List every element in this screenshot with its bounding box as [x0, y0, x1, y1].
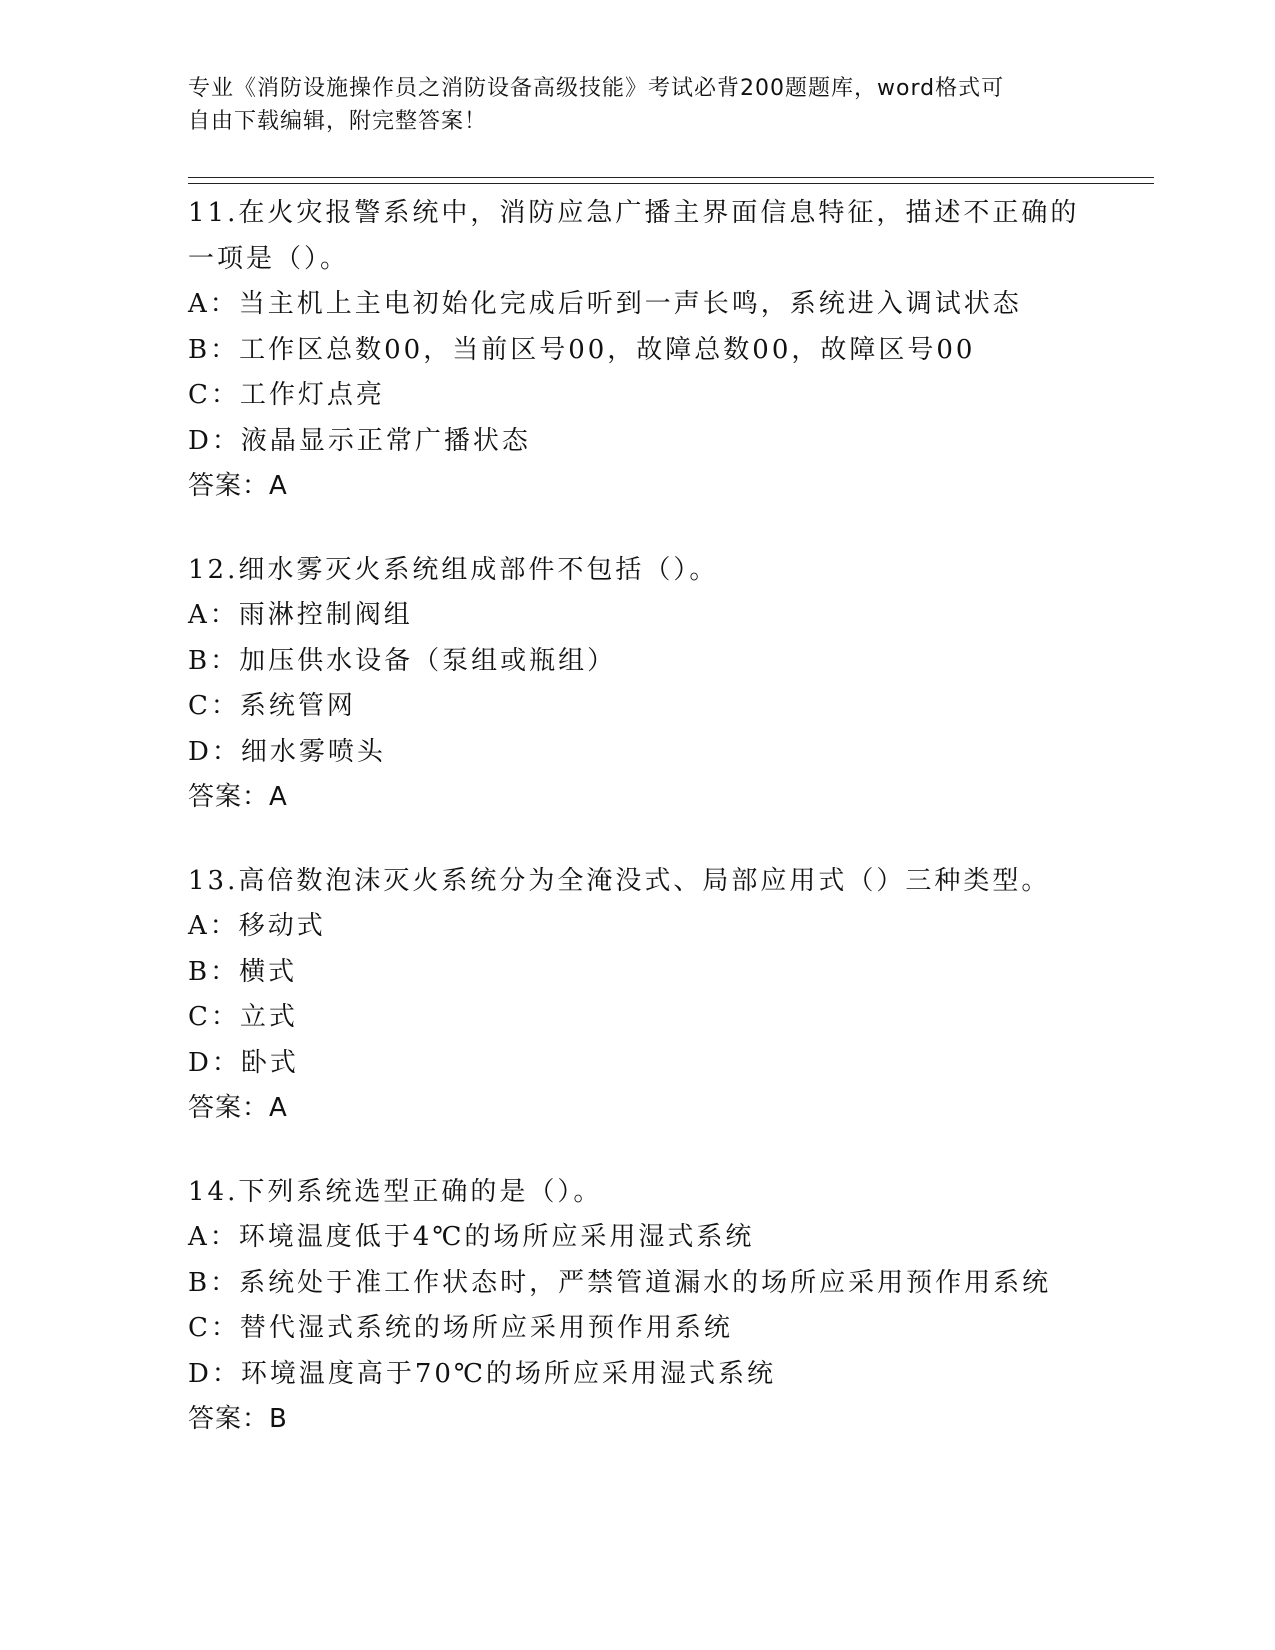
- header-divider-bottom: [188, 183, 1154, 184]
- question-13: [188, 859, 1088, 1132]
- option-b: B：工作区总数00，当前区号00，故障总数00，故障区号00: [188, 334, 976, 365]
- header-line-2: 自由下载编辑，附完整答案！: [188, 109, 488, 134]
- option-b: B：横式: [188, 956, 298, 987]
- answer: 答案：A: [188, 782, 288, 812]
- question-list: [188, 191, 1088, 1481]
- option-d: D：液晶显示正常广播状态: [188, 425, 531, 456]
- question-stem: 14.下列系统选型正确的是（）。: [188, 1176, 603, 1207]
- answer: 答案：B: [188, 1404, 288, 1434]
- option-a: A：环境温度低于4℃的场所应采用湿式系统: [188, 1222, 755, 1252]
- option-a: A：雨淋控制阀组: [188, 600, 413, 630]
- question-12: [188, 548, 1088, 821]
- question-stem: 12.细水雾灭火系统组成部件不包括（）。: [188, 554, 719, 585]
- question-stem: 11.在火灾报警系统中，消防应急广播主界面信息特征，描述不正确的: [188, 198, 1080, 228]
- answer: 答案：A: [188, 471, 288, 501]
- option-c: C：工作灯点亮: [188, 380, 385, 410]
- option-a: A：当主机上主电初始化完成后听到一声长鸣，系统进入调试状态: [188, 289, 1022, 319]
- option-d: D：细水雾喷头: [188, 736, 386, 767]
- header-line-1: 专业《消防设施操作员之消防设备高级技能》考试必背200题题库，word格式可: [188, 76, 1005, 101]
- option-b: B：加压供水设备（泵组或瓶组）: [188, 645, 617, 676]
- question-11: [188, 191, 1088, 510]
- option-c: C：立式: [188, 1002, 298, 1032]
- header-divider-top: [188, 177, 1154, 178]
- question-stem-continued: 一项是（）。: [188, 243, 350, 274]
- question-stem: 13.高倍数泡沫灭火系统分为全淹没式、局部应用式（）三种类型。: [188, 865, 1051, 896]
- option-a: A：移动式: [188, 911, 326, 941]
- option-c: C：系统管网: [188, 691, 356, 721]
- question-14: [188, 1170, 1088, 1443]
- document-header: [188, 72, 1068, 138]
- option-c: C：替代湿式系统的场所应采用预作用系统: [188, 1313, 733, 1343]
- answer: 答案：A: [188, 1093, 288, 1123]
- option-b: B：系统处于准工作状态时，严禁管道漏水的场所应采用预作用系统: [188, 1267, 1052, 1298]
- option-d: D：卧式: [188, 1047, 299, 1078]
- option-d: D：环境温度高于70℃的场所应采用湿式系统: [188, 1358, 777, 1389]
